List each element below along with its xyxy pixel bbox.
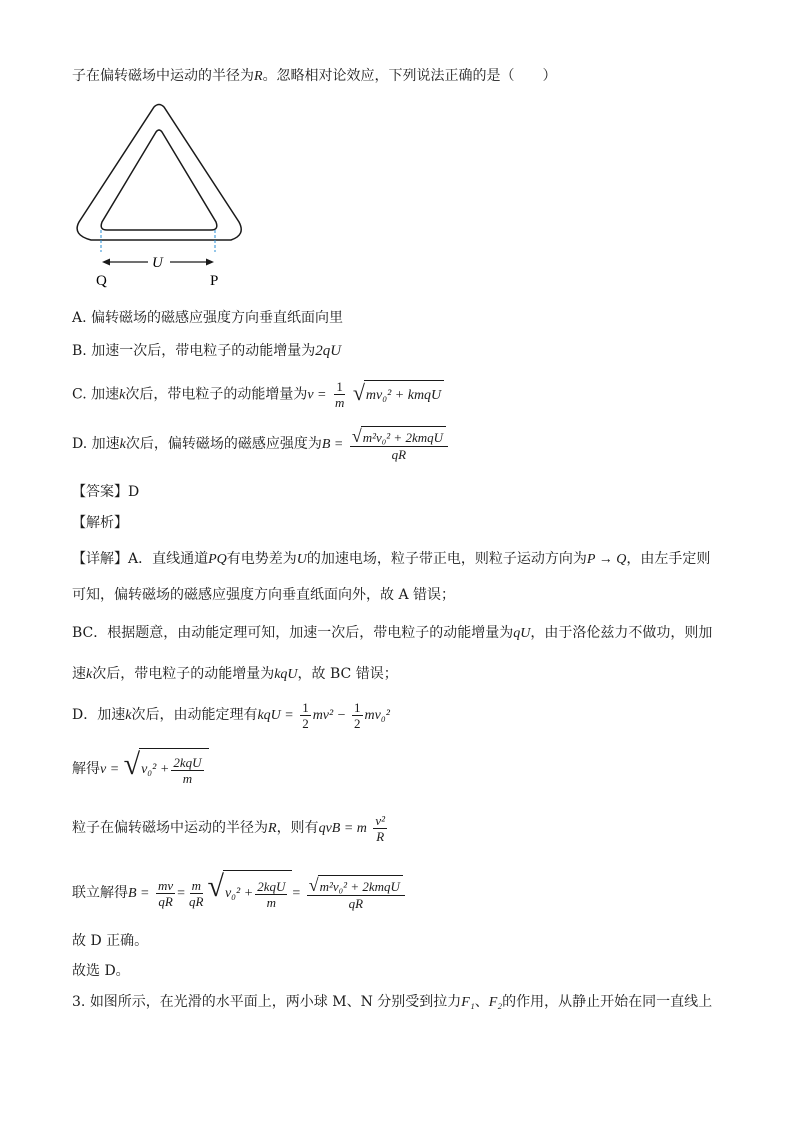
label-U: U	[152, 255, 163, 271]
option-c-letter: C.	[72, 386, 87, 403]
detail-text: 次后，由动能定理有	[131, 707, 258, 723]
detail-line-10	[72, 961, 130, 981]
term-v02: v₀² +	[141, 762, 170, 777]
var-k: k	[119, 387, 126, 403]
option-c-sqrt: √ mv₀² + kmqU	[353, 380, 444, 410]
fraction-denominator: m	[266, 894, 276, 910]
v2-over-R	[373, 813, 387, 844]
detail-text: 故选 D。	[72, 963, 130, 979]
label-Q: Q	[96, 273, 107, 289]
arrow-left-head	[102, 259, 110, 266]
formula-lhs: qvB = m	[318, 821, 367, 836]
detail-text: 粒子在偏转磁场中运动的半径为	[72, 820, 268, 836]
term-mv02: mv₀²	[364, 708, 390, 723]
term-v02: v₀² +	[224, 886, 254, 901]
sqrt-content	[139, 748, 208, 790]
detail-text: 故 D 正确。	[72, 933, 149, 949]
formula-kqU: kqU	[274, 667, 298, 682]
option-c-fraction	[333, 379, 346, 410]
minus-sign: −	[337, 708, 346, 723]
detail-text: 可知，偏转磁场的磁感应强度方向垂直纸面向外，故 A 错误；	[72, 587, 456, 603]
option-d-text: 加速	[91, 436, 120, 452]
arrow-right-head	[206, 259, 214, 266]
half-fraction	[352, 700, 363, 731]
fraction-numerator: 2kqU	[173, 754, 202, 770]
var-PQ: PQ	[208, 552, 227, 567]
separator: 、	[474, 994, 489, 1010]
detail-line-1	[72, 549, 710, 570]
fraction-numerator: 1	[354, 699, 361, 715]
option-d-lhs: B =	[321, 437, 344, 452]
label-P: P	[210, 273, 219, 289]
formula-lhs: v =	[100, 762, 120, 777]
detail-text: 解得	[72, 761, 100, 777]
detail-text: 联立解得	[72, 885, 128, 901]
sqrt-content: m²v₀² + 2kmqU	[361, 426, 446, 446]
inner-track-boundary	[101, 130, 217, 230]
fraction-denominator: qR	[391, 447, 407, 462]
fraction-numerator: m	[191, 877, 201, 893]
fraction-denominator: qR	[189, 893, 204, 909]
final-sqrt: √ m²v₀² + 2kmqU	[309, 875, 403, 895]
detail-text: ，由于洛伦兹力不做功，则加	[530, 625, 713, 641]
answer-value: D	[128, 484, 140, 500]
question-text: 如图所示，在光滑的水平面上，两小球 M、N 分别受到拉力	[89, 994, 462, 1010]
fraction-numerator: v²	[375, 812, 386, 828]
fraction-denominator: qR	[158, 893, 173, 909]
mv-over-qR	[156, 878, 175, 909]
sqrt-content: m²v₀² + 2kmqU	[318, 875, 403, 895]
question-3	[72, 992, 712, 1013]
sqrt-fraction	[171, 755, 203, 786]
analysis-label: 【解析】	[72, 515, 128, 531]
formula-lhs: B =	[128, 886, 150, 901]
formula-lhs: kqU =	[257, 708, 294, 723]
detail-text: 有电势差为	[226, 551, 297, 567]
option-b-formula: 2qU	[315, 343, 342, 359]
question-number: 3.	[72, 994, 86, 1010]
fraction-numerator: 2kqU	[257, 878, 286, 894]
detail-text: 速	[72, 666, 86, 682]
outer-track-boundary	[77, 105, 241, 241]
detail-text: ，则有	[276, 820, 319, 836]
detail-text: D．加速	[72, 707, 126, 723]
equals-sign: =	[177, 886, 186, 901]
equals-sign: =	[292, 886, 301, 901]
detail-text: 次后，带电粒子的动能增量为	[92, 666, 275, 682]
detail-line-8	[72, 870, 407, 916]
var-k: k	[125, 708, 132, 723]
fraction-denominator: qR	[348, 896, 364, 911]
detail-text: BC．根据题意，由动能定理可知，加速一次后，带电粒子的动能增量为	[72, 625, 514, 641]
option-c	[72, 379, 444, 410]
fraction-numerator	[307, 875, 405, 896]
option-d-fraction	[350, 426, 448, 462]
option-d-letter: D.	[72, 436, 88, 452]
var-k: k	[86, 667, 93, 682]
v-sqrt: √ v₀² + $\frac{\text{2kqU}}{m}$	[124, 748, 209, 790]
analysis-heading	[72, 513, 128, 533]
question-text-end: 的作用，从静止开始在同一直线上	[502, 994, 713, 1010]
fraction-numerator: mv	[157, 877, 174, 893]
var-U: U	[296, 552, 307, 567]
option-d-text-end: 次后，偏转磁场的磁感应强度为	[125, 436, 322, 452]
fraction-denominator: m	[182, 770, 193, 786]
triangle-track-figure	[68, 100, 258, 295]
detail-line-4	[72, 664, 398, 685]
intro-text: 子在偏转磁场中运动的半径为	[72, 68, 254, 84]
fraction-numerator: 1	[336, 379, 343, 394]
detail-line-2	[72, 585, 455, 605]
var-k: k	[119, 437, 126, 452]
intro-text-end: 。忽略相对论效应，下列说法正确的是（ ）	[262, 68, 557, 84]
detail-line-7	[72, 808, 389, 849]
sqrt-fraction	[255, 879, 287, 910]
option-c-text: 加速	[91, 386, 120, 403]
detail-label: 【详解】	[72, 551, 128, 567]
detail-line-3	[72, 623, 712, 644]
half-fraction	[300, 700, 311, 731]
detail-text: ，由左手定则	[626, 551, 711, 567]
option-a-text: 偏转磁场的磁感应强度方向垂直纸面向里	[91, 310, 344, 326]
var-F1: F₁	[461, 995, 475, 1010]
fraction-denominator: m	[334, 395, 345, 410]
formula-qU: qU	[513, 626, 531, 641]
option-c-text-end: 次后，带电粒子的动能增量为	[125, 386, 308, 403]
detail-line-9	[72, 931, 148, 951]
final-fraction	[307, 875, 405, 911]
option-b-text: 加速一次后，带电粒子的动能增量为	[91, 343, 316, 359]
term-mv2: mv²	[312, 708, 334, 723]
fraction-numerator	[350, 426, 448, 447]
option-c-lhs: v =	[307, 387, 327, 403]
fraction-denominator: 2	[302, 715, 309, 731]
option-d-sqrt: √ m²v₀² + 2kmqU	[352, 426, 446, 446]
fraction-denominator: R	[376, 828, 385, 844]
option-b	[72, 341, 341, 361]
detail-text: ，故 BC 错误；	[297, 666, 398, 682]
detail-line-6	[72, 748, 209, 790]
var-R: R	[254, 69, 263, 84]
question-intro	[72, 66, 557, 87]
m-over-qR	[187, 878, 205, 909]
sqrt-content: mv₀² + kmqU	[364, 380, 444, 410]
detail-text: A．直线通道	[128, 551, 209, 567]
option-b-letter: B.	[72, 343, 87, 359]
option-a	[72, 308, 343, 328]
option-d	[72, 424, 450, 465]
sqrt-content	[223, 870, 292, 916]
answer-line	[72, 482, 139, 502]
option-a-letter: A.	[72, 310, 87, 326]
triangle-track-diagram	[68, 100, 258, 295]
detail-line-5	[72, 698, 390, 733]
direction-p-to-q: P → Q	[586, 552, 627, 567]
fraction-numerator: 1	[302, 699, 309, 715]
var-R: R	[268, 821, 277, 836]
answer-label: 【答案】	[72, 484, 128, 500]
v-sqrt: √ v₀² + $\frac{\text{2kqU}}{m}$	[207, 870, 292, 916]
fraction-denominator: 2	[354, 715, 361, 731]
detail-text: 的加速电场，粒子带正电，则粒子运动方向为	[306, 551, 587, 567]
var-F2: F₂	[488, 995, 503, 1010]
